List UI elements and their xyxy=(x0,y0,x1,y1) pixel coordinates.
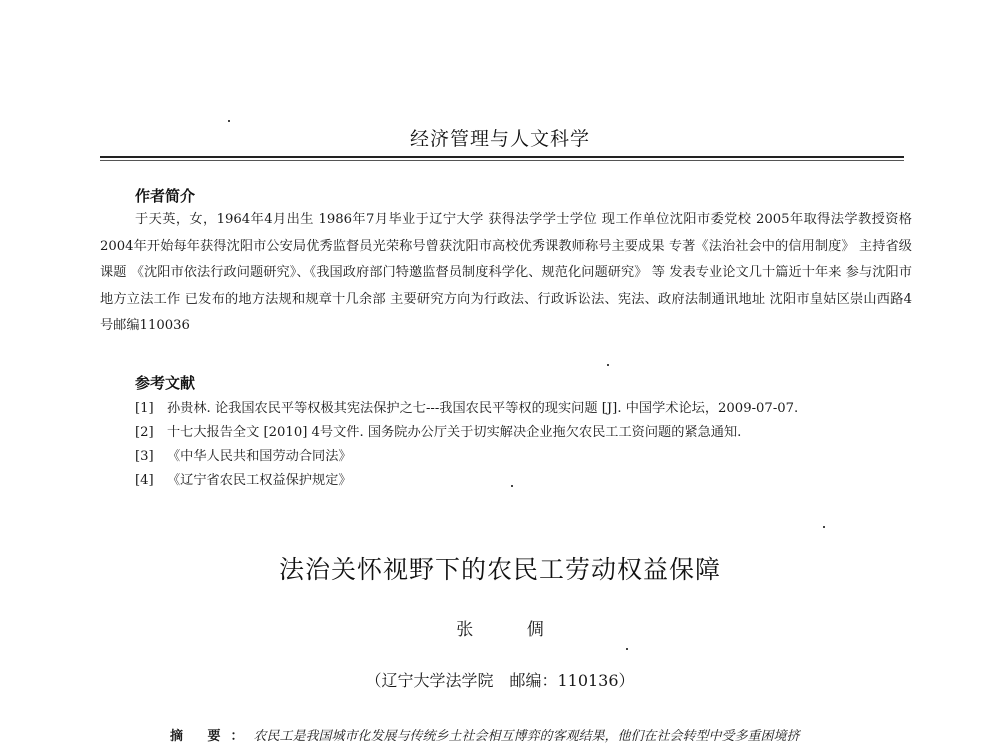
author-bio-heading: 作者简介 xyxy=(135,187,196,205)
reference-item xyxy=(135,445,895,469)
abstract-text: 农民工是我国城市化发展与传统乡土社会相互博弈的客观结果，他们在社会转型中受多重困境挤 xyxy=(253,729,800,744)
references-list xyxy=(135,397,895,493)
reference-text: 《辽宁省农民工权益保护规定》 xyxy=(167,473,352,488)
scan-speck xyxy=(626,648,628,650)
reference-item xyxy=(135,469,895,493)
journal-section-title: 经济管理与人文科学 xyxy=(409,128,590,150)
abstract-line xyxy=(170,725,930,744)
reference-number: [3] xyxy=(135,449,154,464)
reference-number: [4] xyxy=(135,473,154,488)
reference-text: 《中华人民共和国劳动合同法》 xyxy=(167,449,352,464)
scan-speck xyxy=(607,364,609,366)
scan-speck xyxy=(228,120,230,122)
reference-number: [2] xyxy=(135,425,154,440)
abstract-label: 摘 要： xyxy=(170,729,254,744)
article-author: 张 倜 xyxy=(456,620,568,640)
reference-text: 十七大报告全文 [2010] 4号文件. 国务院办公厅关于切实解决企业拖欠农民工工资问题的紧急通知. xyxy=(167,425,742,440)
reference-text: 孙贵林. 论我国农民平等权极其宪法保护之七---我国农民平等权的现实问题 [J]. 中国学术论坛，2009-07-07. xyxy=(167,401,799,416)
author-bio-text: 于天英，女，1964年4月出生 1986年7月毕业于辽宁大学 获得法学学士学位 现工作单位沈阳市委党校 2005年取得法学教授资格 2004年开始每年获得沈阳市公安局优秀监督员光荣称号曾获沈阳市高校优秀课教师称号主要成果 专著《法治社会中的信用制度》 主持省级课题 《沈阳市依法行政问题研究》、《我国政府部门特邀监督员制度科学化、规范化问题研究》 等 发表专业论文几十篇近十年来 参与沈阳市地方立法工作 已发布的地方法规和规章十几余部 主要研究方向为行政法、行政诉讼法、宪法、政府法制通讯地址 沈阳市皇姑区崇山西路4号邮编110036 xyxy=(100,212,912,333)
reference-item xyxy=(135,421,895,445)
reference-item xyxy=(135,397,895,421)
article-affiliation: （辽宁大学法学院 邮编：110136） xyxy=(365,671,635,690)
header-rule-thick xyxy=(100,156,904,158)
reference-number: [1] xyxy=(135,401,154,416)
references-heading: 参考文献 xyxy=(135,374,196,392)
article-title: 法治关怀视野下的农民工劳动权益保障 xyxy=(278,555,721,584)
scan-speck xyxy=(823,526,825,528)
header-rule-thin xyxy=(100,160,904,161)
scan-speck xyxy=(511,485,513,487)
